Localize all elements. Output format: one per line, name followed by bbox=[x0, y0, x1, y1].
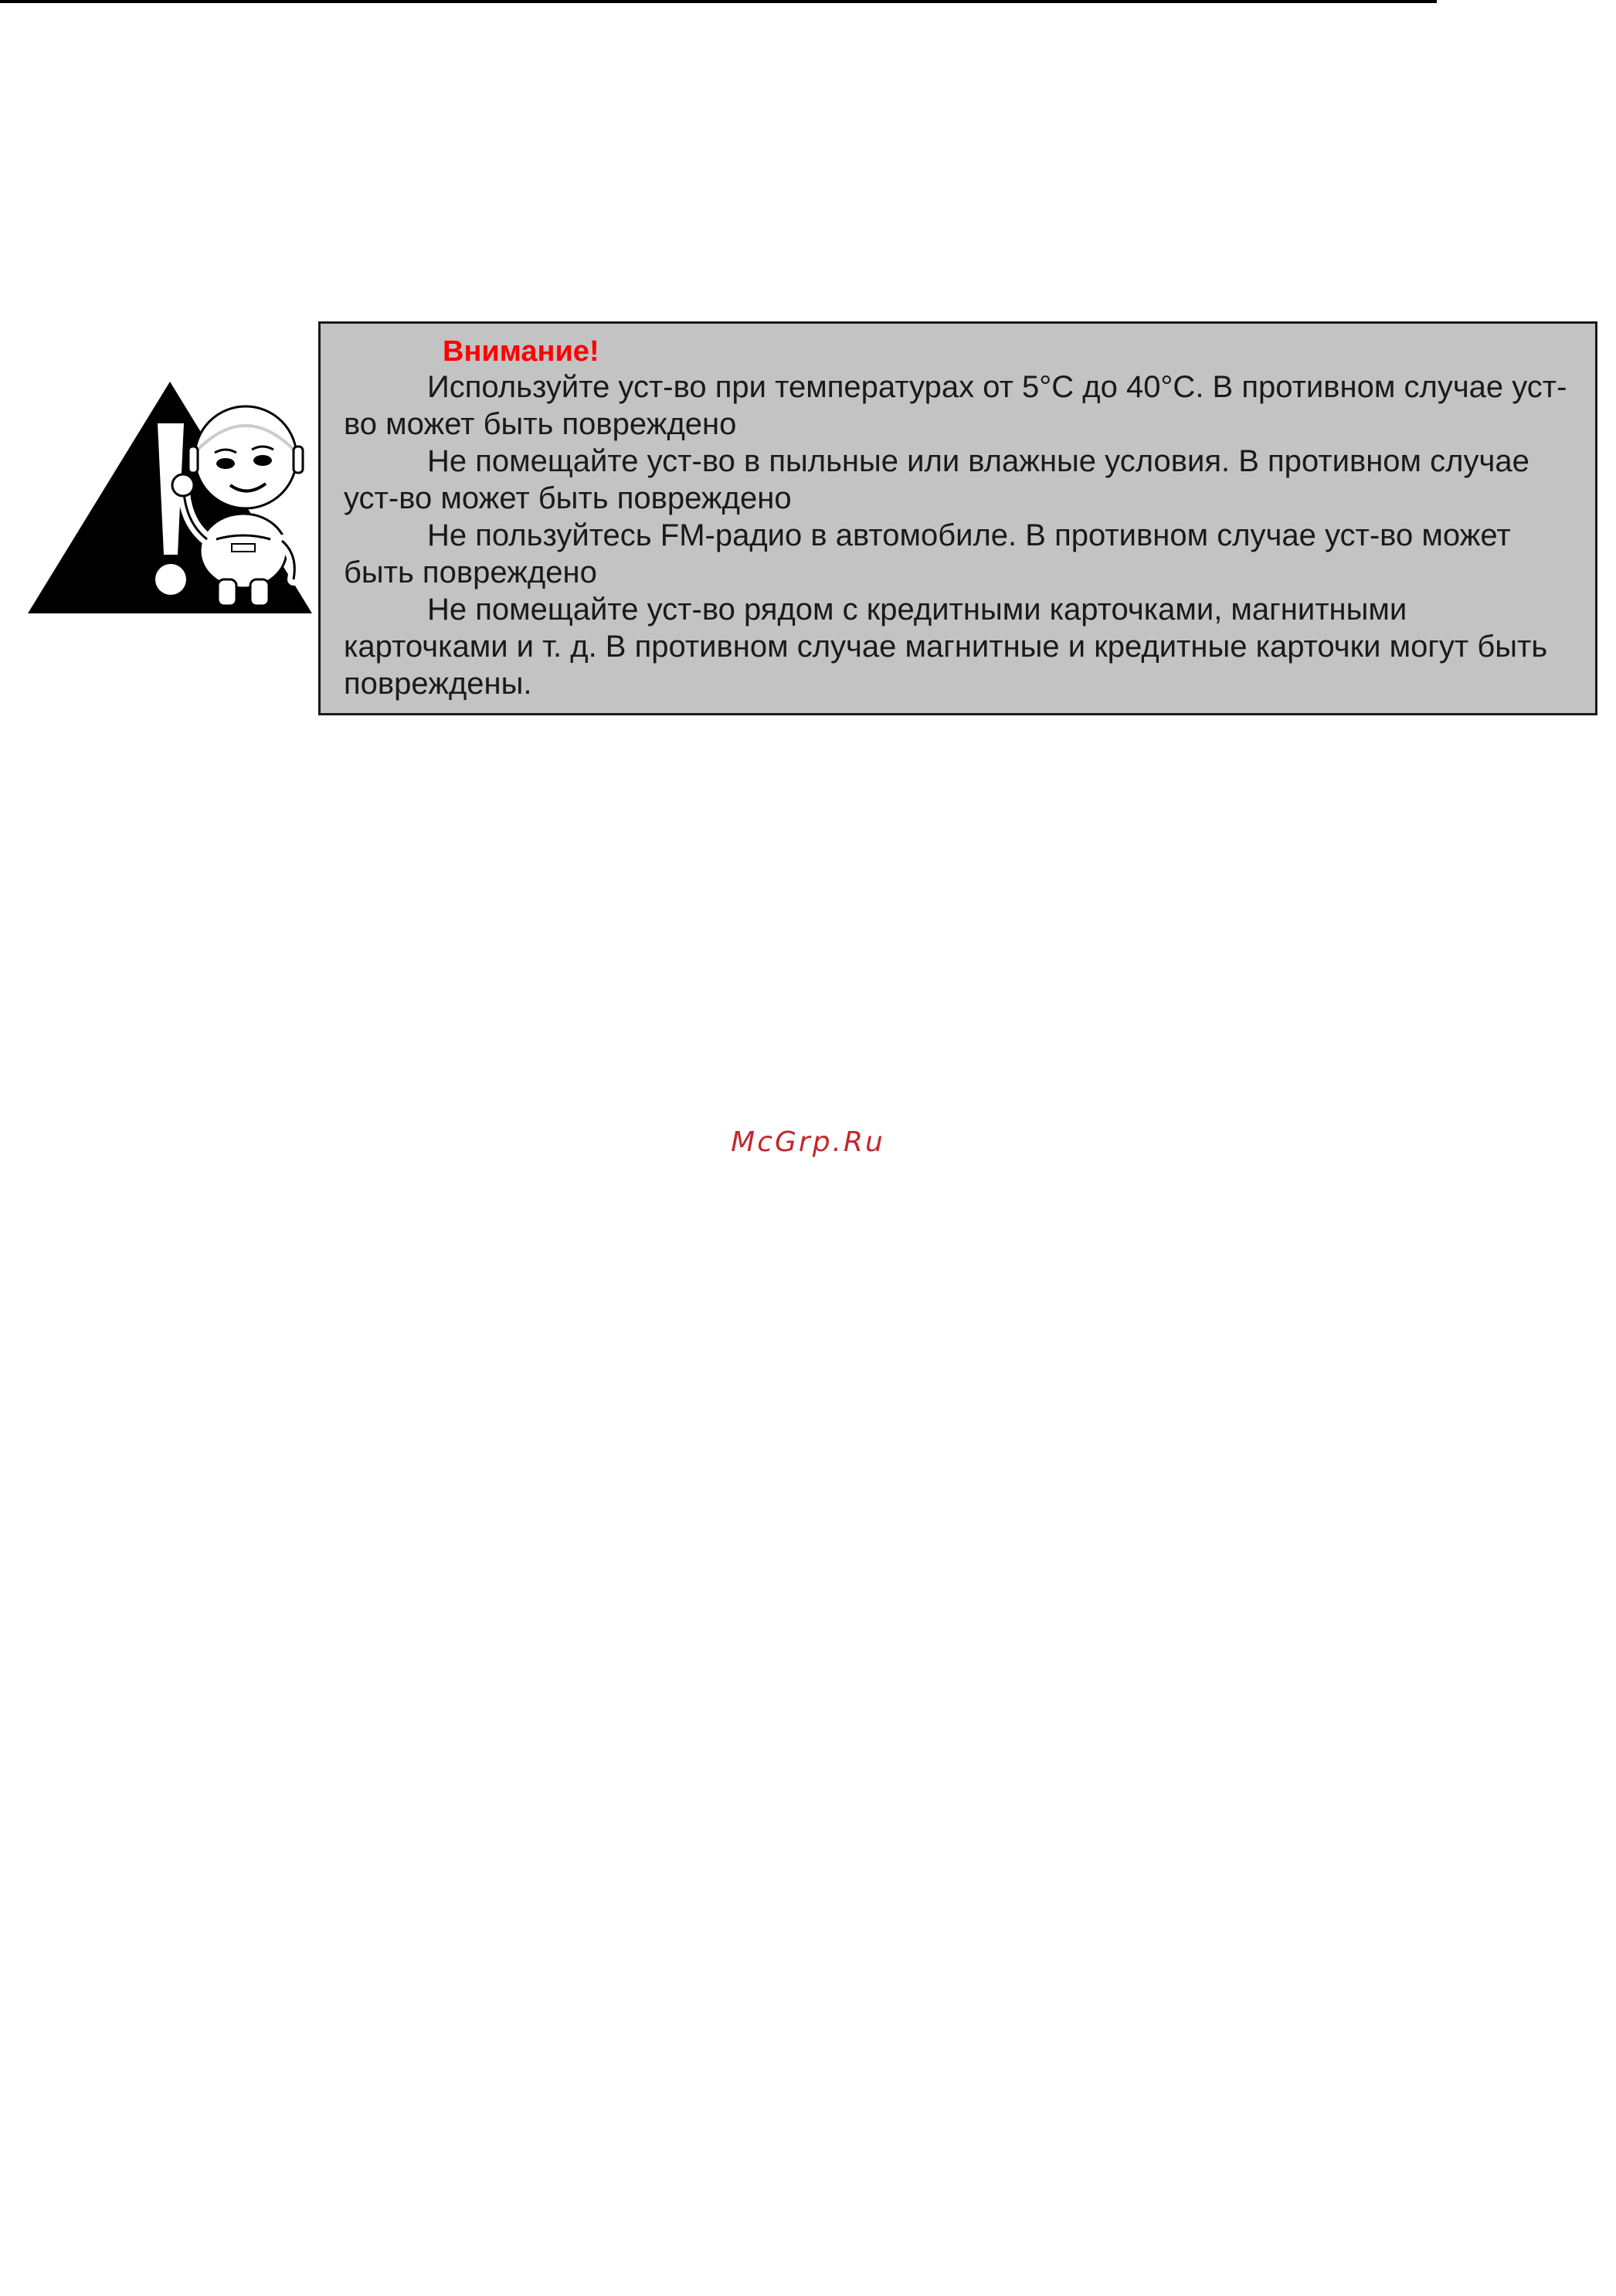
warning-item-magnetic-cards: Не помещайте уст-во рядом с кредитными карточками, магнитными карточками и т. д. В противном случае магнитные и кредитные карточки могут быть повреждены. bbox=[344, 593, 1548, 701]
watermark: McGrp.Ru bbox=[731, 1126, 885, 1158]
top-rule bbox=[0, 0, 1437, 3]
warning-item-temperature: Используйте уст-во при температурах от 5°С до 40°С. В противном случае уст-во может быть повреждено bbox=[344, 370, 1567, 441]
warning-item-fm-radio-car: Не пользуйтесь FM-радио в автомобиле. В противном случае уст-во может быть повреждено bbox=[344, 518, 1511, 589]
warning-item-dust-humidity: Не помещайте уст-во в пыльные или влажные условия. В противном случае уст-во может быть повреждено bbox=[344, 444, 1529, 515]
warning-box bbox=[318, 321, 1597, 715]
warning-triangle-robot-icon bbox=[23, 377, 317, 623]
warning-title: Внимание! bbox=[443, 335, 599, 368]
